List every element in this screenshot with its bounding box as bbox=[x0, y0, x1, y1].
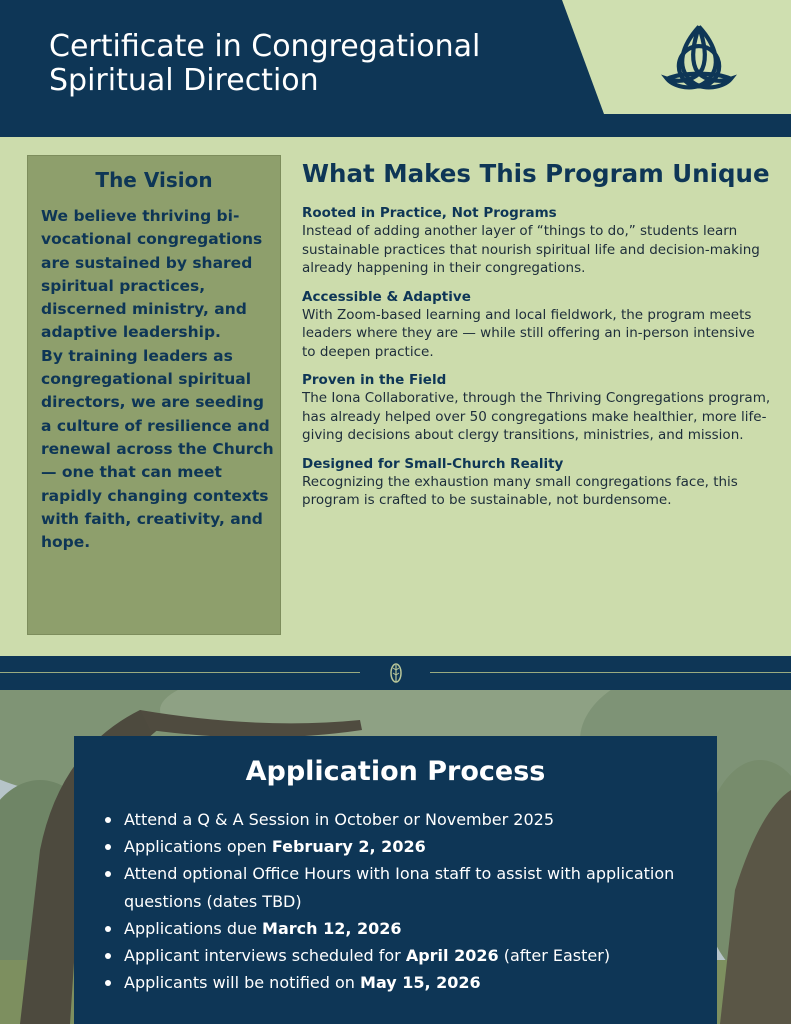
vision-statement: We believe thriving bi-vocational congregations are sustained by shared spiritual practices, discerned ministry, and adaptive leadership. By training leaders as congregational spiritual directors, we are seeding a culture of resilience and renewal across the Church — one that can meet rapidly changing contexts with faith, creativity, and hope. bbox=[41, 207, 274, 552]
feature-description: Recognizing the exhaustion many small congregations face, this program is crafted to be sustainable, not burdensome. bbox=[302, 473, 738, 508]
feature-description: The Iona Collaborative, through the Thriving Congregations program, has already helped over 50 congregations make healthier, more life-giving decisions about clergy transitions, ministries, and mission. bbox=[302, 390, 771, 443]
unique-title: What Makes This Program Unique bbox=[302, 159, 770, 188]
application-process-panel bbox=[74, 736, 717, 1024]
step-text: Attend optional Office Hours with Iona staff to assist with application questions (dates TBD) bbox=[124, 864, 675, 911]
feature-item bbox=[302, 204, 772, 278]
step-date: April 2026 bbox=[405, 946, 499, 966]
step-date: March 12, 2026 bbox=[262, 918, 402, 938]
vision-panel bbox=[27, 155, 281, 635]
step-text: Applications due bbox=[124, 918, 263, 938]
list-item bbox=[122, 942, 712, 969]
application-steps-list bbox=[122, 806, 712, 996]
application-title: Application Process bbox=[245, 756, 546, 787]
step-date: February 2, 2026 bbox=[271, 837, 426, 857]
step-text: Applications open bbox=[124, 837, 272, 857]
feature-description: Instead of adding another layer of “things to do,” students learn sustainable practices that nourish spiritual life and decision-making already happening in their congregations. bbox=[302, 223, 760, 276]
feature-heading: Proven in the Field bbox=[302, 372, 447, 388]
feature-description: With Zoom-based learning and local fieldwork, the program meets leaders where they are — while still offering an in-person intensive to deepen practice. bbox=[302, 306, 755, 360]
step-note: (after Easter) bbox=[498, 946, 611, 966]
page-title: Certificate in Congregational Spiritual Direction bbox=[49, 29, 481, 98]
unique-section bbox=[302, 154, 772, 520]
list-item bbox=[122, 915, 712, 942]
feature-heading: Rooted in Practice, Not Programs bbox=[302, 205, 557, 221]
step-text: Applicants will be notified on bbox=[124, 973, 361, 993]
list-item bbox=[122, 806, 712, 833]
list-item bbox=[122, 860, 712, 914]
feature-heading: Accessible & Adaptive bbox=[302, 288, 471, 305]
list-item bbox=[122, 969, 712, 996]
feature-item bbox=[302, 455, 772, 510]
divider-rule-left bbox=[0, 672, 360, 673]
step-date: May 15, 2026 bbox=[360, 973, 481, 993]
list-item bbox=[122, 833, 712, 860]
divider-rule-right bbox=[430, 672, 791, 673]
feature-heading: Designed for Small-Church Reality bbox=[302, 455, 564, 472]
step-text: Attend a Q & A Session in October or November 2025 bbox=[124, 810, 555, 829]
celtic-trinity-knot-icon bbox=[656, 20, 742, 104]
vision-title: The Vision bbox=[95, 168, 213, 192]
feature-item bbox=[302, 288, 772, 362]
step-text: Applicant interviews scheduled for bbox=[124, 946, 406, 966]
wheat-leaf-icon bbox=[387, 662, 405, 684]
feature-item bbox=[302, 371, 772, 445]
